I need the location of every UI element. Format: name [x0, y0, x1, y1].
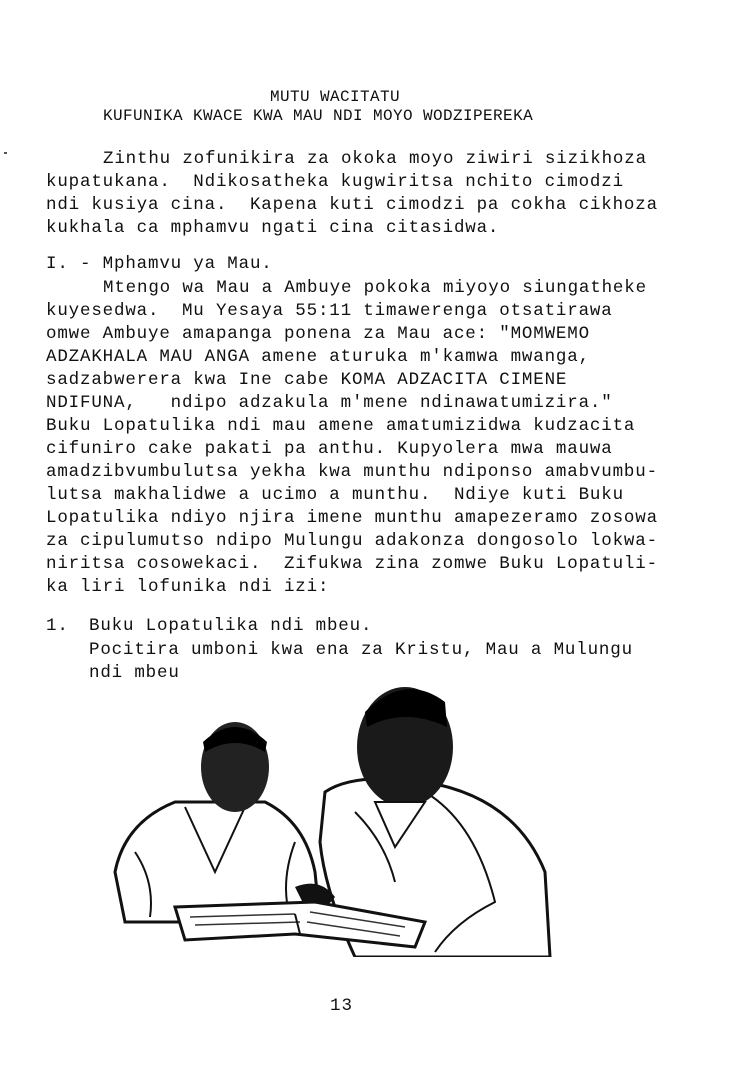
- scan-speck: [4, 152, 7, 154]
- text-line: Buku Lopatulika ndi mau amene amatumizidwa kudzacita: [46, 416, 636, 436]
- list-number: 1.: [46, 616, 69, 636]
- text-line: lutsa makhalidwe a ucimo a munthu. Ndiye kuti Buku: [46, 485, 624, 505]
- text-line: Lopatulika ndiyo njira imene munthu amapezeramo zosowa: [46, 508, 658, 528]
- page-number: 13: [330, 996, 354, 1016]
- text-line: kukhala ca mphamvu ngati cina citasidwa.: [46, 218, 500, 238]
- text-line: za cipulumutso ndipo Mulungu adakonza dongosolo lokwa-: [46, 531, 658, 551]
- text-line: cifuniro cake pakati pa anthu. Kupyolera mwa mauwa: [46, 439, 613, 459]
- section-heading: I. - Mphamvu ya Mau.: [46, 254, 273, 274]
- text-line: Mtengo wa Mau a Ambuye pokoka miyoyo siungatheke: [103, 278, 647, 298]
- chapter-heading: MUTU WACITATU: [270, 88, 401, 106]
- chapter-title: KUFUNIKA KWACE KWA MAU NDI MOYO WODZIPEREKA: [103, 107, 534, 125]
- text-line: omwe Ambuye amapanga ponena za Mau ace: "MOMWEMO: [46, 324, 590, 344]
- text-line: NDIFUNA, ndipo adzakula m'mene ndinawatumizira.": [46, 393, 613, 413]
- list-heading: Buku Lopatulika ndi mbeu.: [89, 616, 373, 636]
- text-line: ka liri lofunika ndi izi:: [46, 577, 330, 597]
- text-line: Pocitira umboni kwa ena za Kristu, Mau a Mulungu: [89, 640, 633, 660]
- text-line: amadzibvumbulutsa yekha kwa munthu ndiponso amabvumbu-: [46, 462, 658, 482]
- illustration-two-men-reading: [95, 672, 565, 957]
- text-line: kupatukana. Ndikosatheka kugwiritsa nchito cimodzi: [46, 172, 624, 192]
- text-line: niritsa cosowekaci. Zifukwa zina zomwe Buku Lopatuli-: [46, 554, 658, 574]
- text-line: ndi kusiya cina. Kapena kuti cimodzi pa cokha cikhoza: [46, 195, 658, 215]
- text-line: sadzabwerera kwa Ine cabe KOMA ADZACITA CIMENE: [46, 370, 568, 390]
- text-line: kuyesedwa. Mu Yesaya 55:11 timawerenga otsatirawa: [46, 301, 613, 321]
- text-line: ADZAKHALA MAU ANGA amene aturuka m'kamwa mwanga,: [46, 347, 590, 367]
- text-line: Zinthu zofunikira za okoka moyo ziwiri sizikhoza: [103, 149, 647, 169]
- text-line: ndi mbeu: [89, 663, 180, 683]
